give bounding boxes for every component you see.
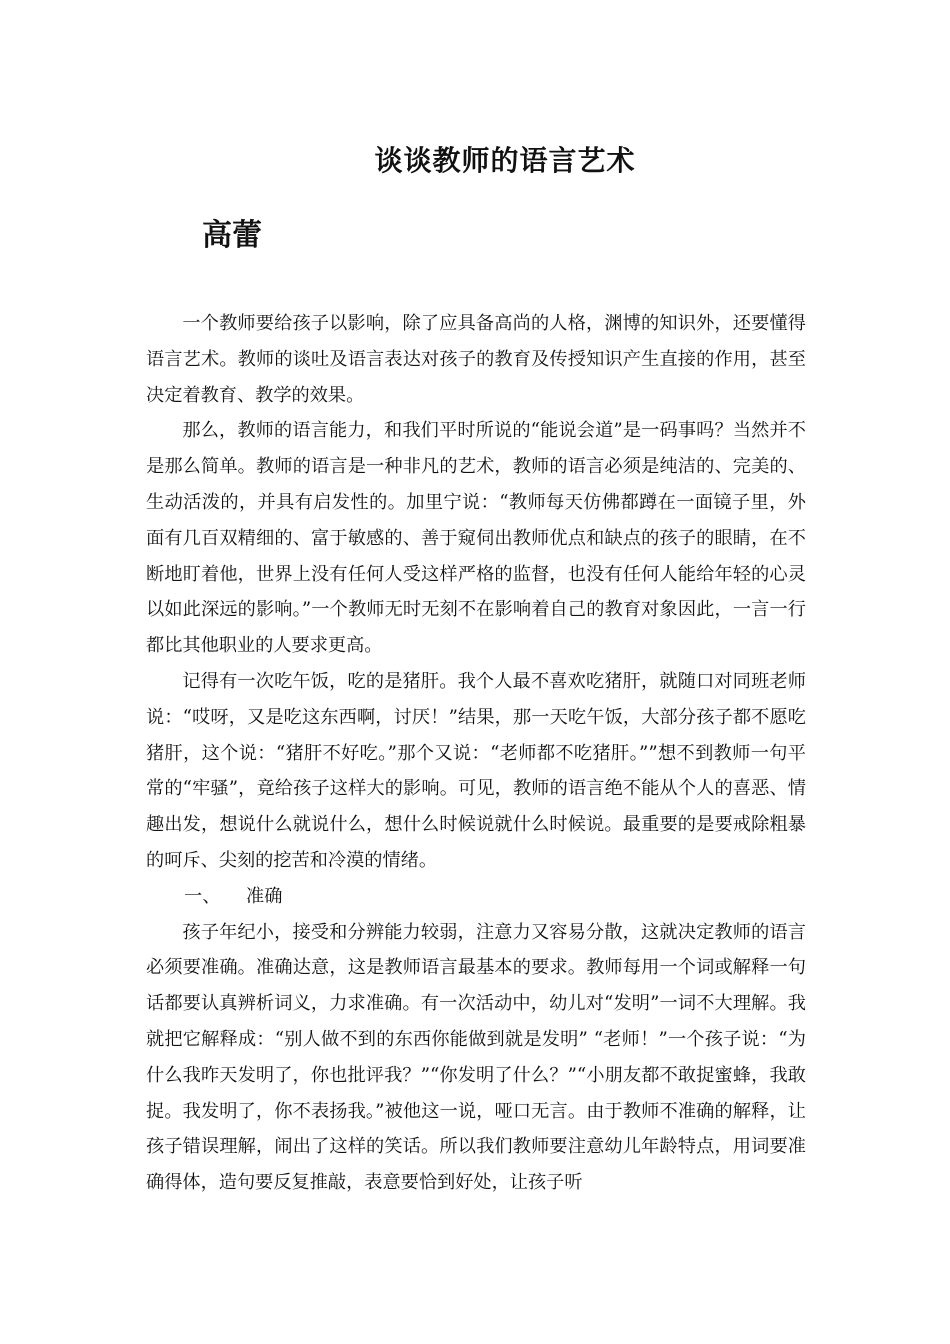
paragraph: 孩子年纪小，接受和分辨能力较弱，注意力又容易分散，这就决定教师的语言必须要准确。准确达意，这是教师语言最基本的要求。教师每用一个词或解释一句话都要认真辨析词义，力求准确。有一次活动中，幼儿对“发明”一词不大理解。我就把它解释成：“别人做不到的东西你能做到就是发明” “老师！”一个孩子说：“为什么我昨天发明了，你也批评我？”“你发明了什么？”“小朋友都不敢捉蜜蜂，我敢捉。我发明了，你不表扬我。”被他这一说，哑口无言。由于教师不准确的解释，让孩子错误理解，闹出了这样的笑话。所以我们教师要注意幼儿年龄特点，用词要准确得体，造句要反复推敲，表意要恰到好处，让孩子听 (146, 921, 806, 1194)
paragraph: 记得有一次吃午饭，吃的是猪肝。我个人最不喜欢吃猪肝，就随口对同班老师说：“哎呀，又是吃这东西啊，讨厌！”结果，那一天吃午饭，大部分孩子都不愿吃猪肝，这个说：“猪肝不好吃。”那个又说：“老师都不吃猪肝。””想不到教师一句平常的“牢骚”，竟给孩子这样大的影响。可见，教师的语言绝不能从个人的喜恶、情趣出发，想说什么就说什么，想什么时候说就什么时候说。最重要的是要戒除粗暴的呵斥、尖刻的挖苦和冷漠的情绪。 (146, 670, 806, 871)
section-number: 一、 (184, 885, 221, 907)
section-heading (146, 879, 806, 915)
section-title: 准确 (246, 885, 283, 907)
paragraph: 一个教师要给孩子以影响，除了应具备高尚的人格，渊博的知识外，还要懂得语言艺术。教师的谈吐及语言表达对孩子的教育及传授知识产生直接的作用，甚至决定着教育、教学的效果。 (146, 313, 806, 406)
paragraph: 那么，教师的语言能力，和我们平时所说的“能说会道”是一码事吗？当然并不是那么简单。教师的语言是一种非凡的艺术，教师的语言必须是纯洁的、完美的、生动活泼的，并具有启发性的。加里宁说：“教师每天仿佛都蹲在一面镜子里，外面有几百双精细的、富于敏感的、善于窥伺出教师优点和缺点的孩子的眼睛，在不断地盯着他，世界上没有任何人受这样严格的监督，也没有任何人能给年轻的心灵以如此深远的影响。”一个教师无时无刻不在影响着自己的教育对象因此，一言一行都比其他职业的人要求更高。 (146, 420, 806, 657)
author-name: 高蕾 (202, 218, 262, 253)
document-body (146, 306, 806, 1201)
document-title: 谈谈教师的语言艺术 (374, 144, 636, 177)
